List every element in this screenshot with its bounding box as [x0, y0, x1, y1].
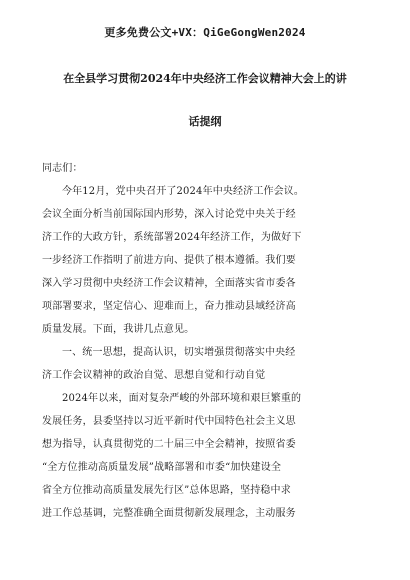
document-title-line2: 话提纲	[188, 115, 222, 128]
greeting: 同志们：	[42, 163, 83, 174]
paragraph-line: 一步经济工作指明了前进方向、提供了根本遵循。我们要	[42, 255, 296, 266]
paragraph-line: 发展任务，县委坚持以习近平新时代中国特色社会主义思	[42, 416, 296, 427]
watermark-header: 更多免费公文+VX：QiGeGongWen2024	[104, 26, 306, 39]
section-heading-line: 济工作会议精神的政治自觉、思想自觉和行动自觉	[42, 370, 266, 381]
document-title-line1: 在全县学习贯彻2024年中央经济工作会议精神大会上的讲	[63, 72, 347, 85]
paragraph-line: 省全方位推动高质量发展先行区”总体思路，坚持稳中求	[42, 485, 291, 496]
document-body	[42, 157, 368, 525]
paragraph-line: 质量发展。下面，我讲几点意见。	[42, 324, 195, 335]
paragraph-line: 项部署要求，坚定信心、迎难而上，奋力推动县域经济高	[42, 301, 296, 312]
paragraph-line: 进工作总基调，完整准确全面贯彻新发展理念，主动服务	[42, 508, 296, 519]
paragraph-line: 2024年以来，面对复杂严峻的外部环境和艰巨繁重的	[62, 393, 302, 404]
paragraph-line: 会议全面分析当前国际国内形势，深入讨论党中央关于经	[42, 209, 296, 220]
paragraph-line: “全方位推动高质量发展”战略部署和市委“加快建设全	[42, 462, 282, 473]
paragraph-line: 济工作的大政方针，系统部署2024年经济工作，为做好下	[42, 232, 302, 243]
section-heading-line: 一、统一思想，提高认识，切实增强贯彻落实中央经	[62, 347, 296, 358]
paragraph-line: 想为指导，认真贯彻党的二十届三中全会精神，按照省委	[42, 439, 296, 450]
paragraph-line: 深入学习贯彻中央经济工作会议精神，全面落实省市委各	[42, 278, 296, 289]
paragraph-line: 今年12月，党中央召开了2024年中央经济工作会议。	[62, 186, 305, 197]
